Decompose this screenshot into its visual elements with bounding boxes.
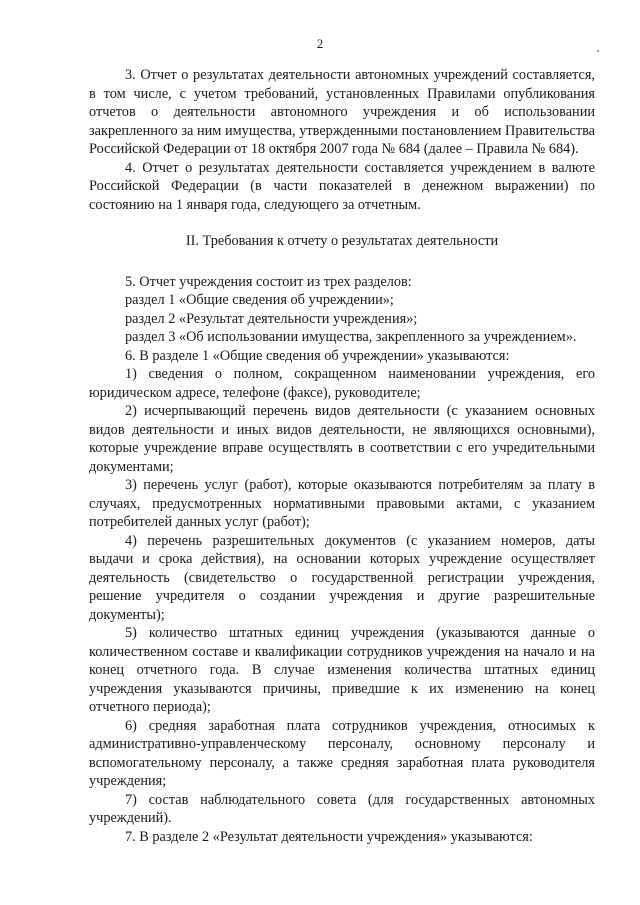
list-item-3: 3) перечень услуг (работ), которые оказываются потребителям за плату в случаях, предусмотренных нормативными правовыми актами, с указанием потребителей данных услуг (работ); [89,477,595,530]
section-heading: II. Требования к отчету о результатах деятельности [185,233,499,249]
paragraph-5: 5. Отчет учреждения состоит из трех разделов: [125,273,412,290]
list-item-4: 4) перечень разрешительных документов (с указанием номеров, даты выдачи и срока действия), на основании которых учреждение осуществляет деятельность (свидетельство о государственной регистрации учреждения, решение учредителя о создании учреждения и другие разрешительные документы); [89,532,595,623]
list-item-2: 2) исчерпывающий перечень видов деятельности (с указанием основных видов деятельности и иных видов деятельности, не являющихся основными), которые учреждение вправе осуществлять в соответствии с его учредительными документами; [89,403,595,475]
paragraph-6: 6. В разделе 1 «Общие сведения об учреждении» указываются: [125,347,510,364]
section-2-item: раздел 2 «Результат деятельности учреждения»; [125,310,418,327]
paragraph-7: 7. В разделе 2 «Результат деятельности учреждения» указываются: [125,828,533,845]
paragraph-4: 4. Отчет о результатах деятельности составляется учреждением в валюте Российской Федерации (в части показателей в денежном выражении) по состоянию на 1 января года, следующего за отчетным. [89,159,595,213]
paragraph-3: 3. Отчет о результатах деятельности автономных учреждений составляется, в том числе, с учетом требований, установленных Правилами опубликования отчетов о деятельности автономного учреждения и об использовании закрепленного за ним имущества, утвержденными постановлением Правительства Российской Федерации от 18 октября 2007 года № 684 (далее – Правила № 684). [89,67,595,157]
page-number: 2 [316,36,324,51]
scan-speck [597,50,599,52]
list-item-7: 7) состав наблюдательного совета (для государственных автономных учреждений). [89,791,595,826]
list-item-6: 6) средняя заработная плата сотрудников учреждения, относимых к административно-управленческому персоналу, основному персоналу и вспомогательному персоналу, а также средняя заработная плата руководителя учреждения; [89,717,595,789]
list-item-1: 1) сведения о полном, сокращенном наименовании учреждения, его юридическом адресе, телефоне (факсе), руководителе; [89,366,595,401]
section-3-item: раздел 3 «Об использовании имущества, закрепленного за учреждением». [125,329,577,345]
list-item-5: 5) количество штатных единиц учреждения (указываются данные о количественном составе и квалификации сотрудников учреждения на начало и на конец отчетного года. В случае изменения количества штатных единиц учреждения указываются причины, приведшие к их изменению на конец отчетного периода); [89,625,595,715]
section-1-item: раздел 1 «Общие сведения об учреждении»; [125,292,394,308]
document-body [89,66,595,846]
